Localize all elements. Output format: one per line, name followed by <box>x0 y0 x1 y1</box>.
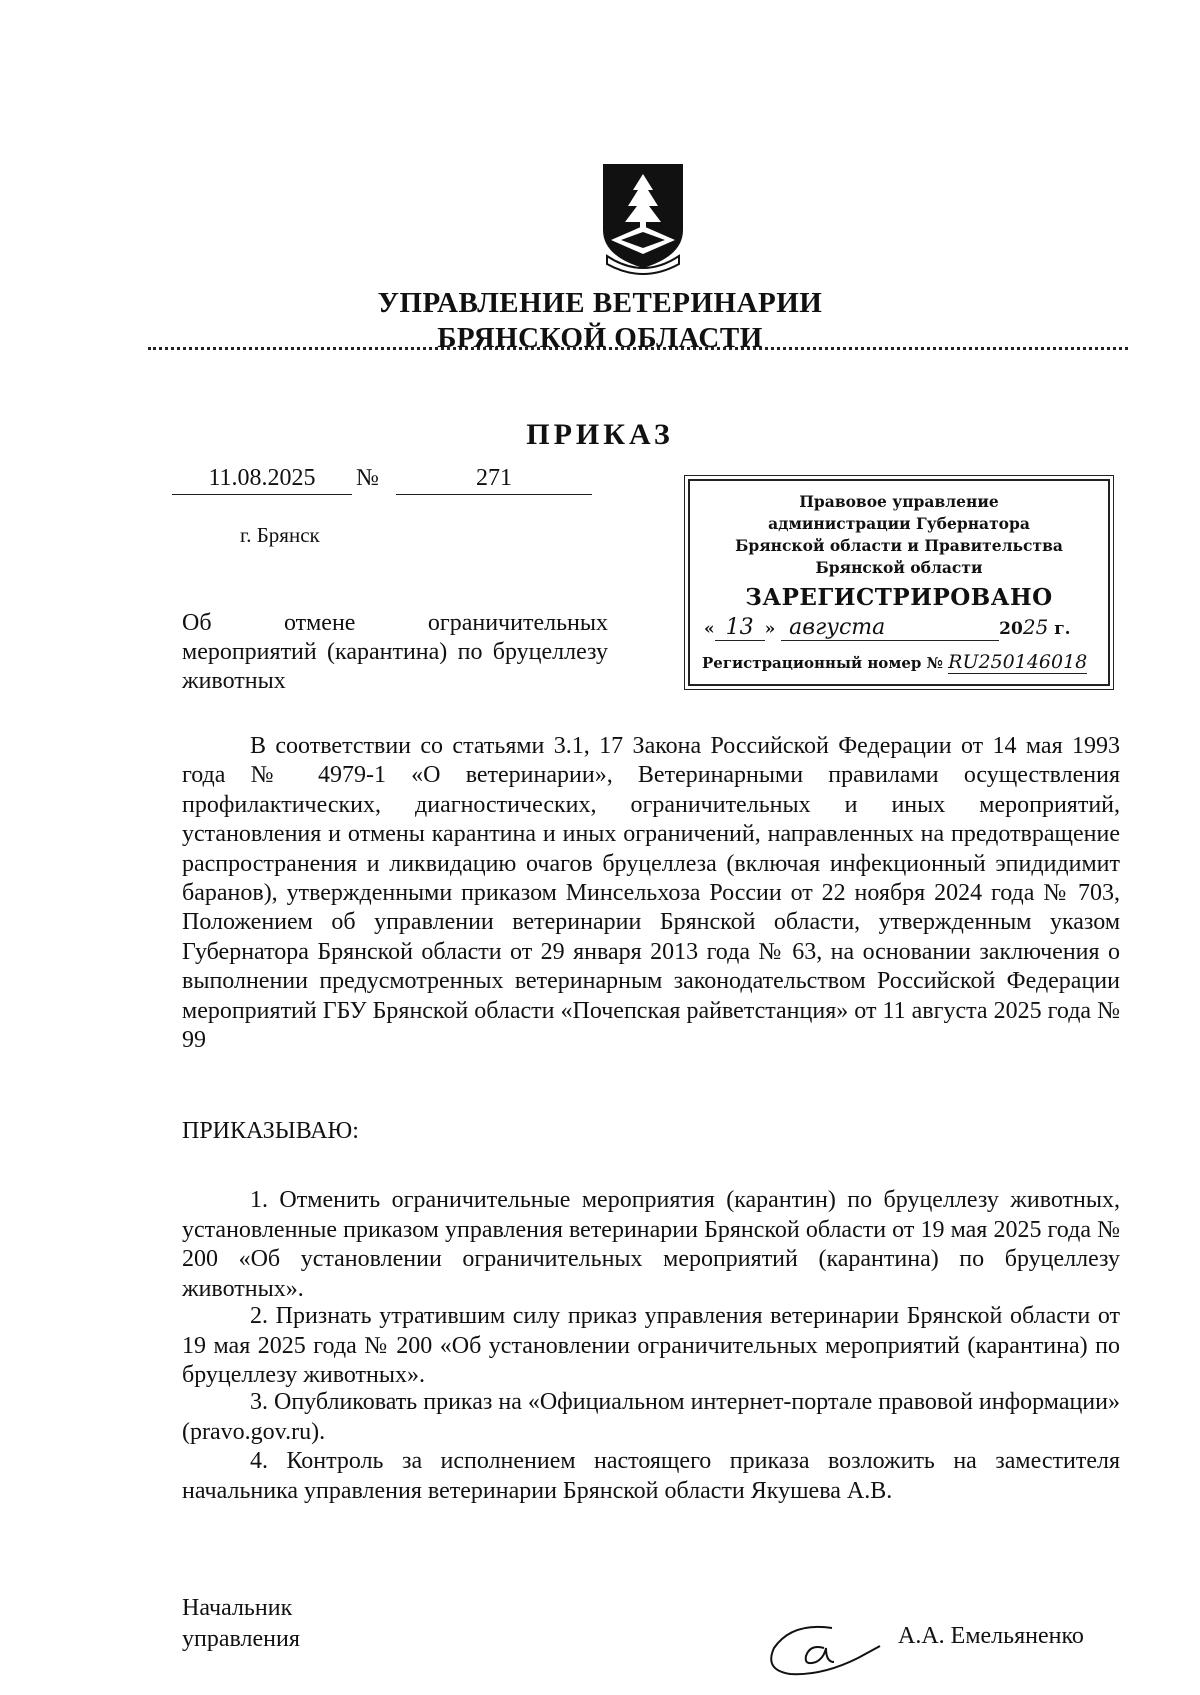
stamp-line3: Брянской области и Правительства <box>735 536 1063 555</box>
stamp-line1: Правовое управление <box>799 492 999 511</box>
stamp-year-prefix: 20 <box>999 619 1023 639</box>
signer-position-line2: управления <box>182 1626 300 1652</box>
registration-stamp <box>688 479 1110 686</box>
signer-name: А.А. Емельяненко <box>898 1623 1084 1649</box>
stamp-reg-label: Регистрационный номер № <box>702 654 943 672</box>
stamp-year-suffix: 25 <box>1022 615 1049 639</box>
stamp-day: 13 <box>715 615 765 641</box>
signer-position-line1: Начальник <box>182 1595 293 1621</box>
stamp-reg-row <box>702 651 1102 677</box>
city: г. Брянск <box>240 523 320 547</box>
stamp-date-row: « 13 » августа 2025 г. <box>704 615 1071 640</box>
stamp-registered: ЗАРЕГИСТРИРОВАНО <box>745 584 1053 611</box>
stamp-year-unit: г. <box>1054 619 1071 639</box>
order-word: ПРИКАЗЫВАЮ: <box>182 1118 359 1144</box>
document-title: ПРИКАЗ <box>526 418 674 451</box>
organization-name-line1: УПРАВЛЕНИЕ ВЕТЕРИНАРИИ <box>377 287 823 319</box>
number-sign: № <box>356 465 379 491</box>
header-divider <box>148 347 1128 350</box>
order-item-4: 4. Контроль за исполнением настоящего приказа возложить на заместителя начальника управления ветеринарии Брянской области Якушева А.В. <box>182 1448 1120 1504</box>
signature-icon <box>762 1618 884 1682</box>
order-item-1: 1. Отменить ограничительные мероприятия (карантин) по бруцеллезу животных, установленные приказом управления ветеринарии Брянской области от 19 мая 2025 года № 200 «Об установлении ограничительных мероприятий (карантина) по бруцеллезу животных». <box>182 1187 1120 1302</box>
coat-of-arms-icon <box>597 160 689 278</box>
organization-name-line2: БРЯНСКОЙ ОБЛАСТИ <box>437 322 763 354</box>
order-subject: Об отмене ограничительных мероприятий (карантина) по бруцеллезу животных <box>182 610 608 694</box>
preamble-paragraph: В соответствии со статьями 3.1, 17 Закона Российской Федерации от 14 мая 1993 года № 4979-1 «О ветеринарии», Ветеринарными правилами осуществления профилактических, диагностических, ограничительных и иных мероприятий, установления и отмены карантина и иных ограничений, направленных на предотвращение распространения и ликвидацию очагов бруцеллеза (включая инфекционный эпидидимит баранов), утвержденными приказом Минсельхоза России от 22 ноября 2024 года № 703, Положением об управлении ветеринарии Брянской области, утвержденным указом Губернатора Брянской области от 29 января 2013 года № 63, на основании заключения о выполнении предусмотренных ветеринарным законодательством Российской Федерации мероприятий ГБУ Брянской области «Почепская райветстанция» от 11 августа 2025 года № 99 <box>182 733 1120 1054</box>
stamp-reg-number: RU250146018 <box>948 651 1088 673</box>
stamp-line4: Брянской области <box>815 558 983 577</box>
stamp-line2: администрации Губернатора <box>768 514 1030 533</box>
order-item-2: 2. Признать утратившим силу приказ управления ветеринарии Брянской области от 19 мая 2025 года № 200 «Об установлении ограничительных мероприятий (карантина) по бруцеллезу животных». <box>182 1303 1120 1388</box>
signer-position <box>182 1593 300 1655</box>
order-number: 271 <box>396 462 592 495</box>
order-item-3: 3. Опубликовать приказ на «Официальном интернет-портале правовой информации» (pravo.gov.ru). <box>182 1389 1120 1445</box>
stamp-month: августа <box>781 615 999 641</box>
order-date: 11.08.2025 <box>172 462 352 495</box>
